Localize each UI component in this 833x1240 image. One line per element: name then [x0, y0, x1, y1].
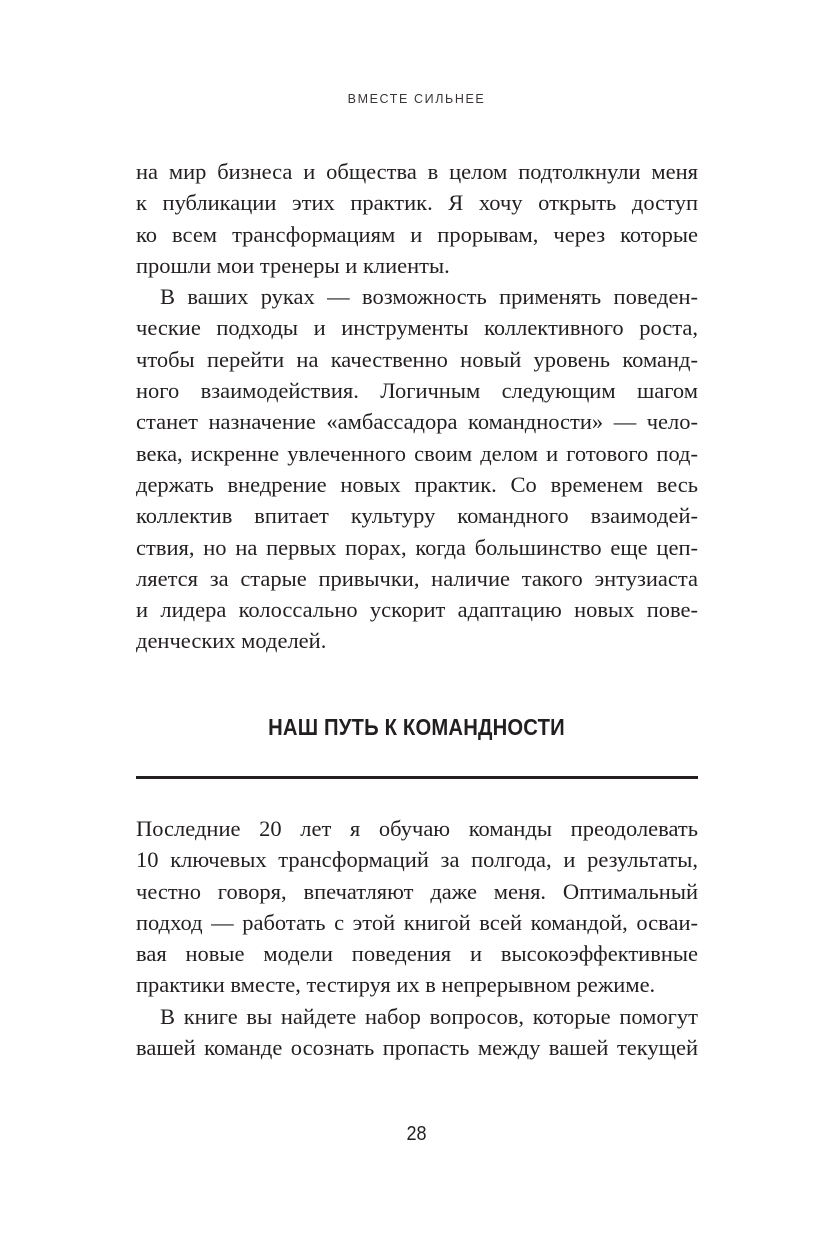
text-line: честно говоря, впечатляют даже меня. Оптимальный: [136, 878, 698, 904]
text-line: станет назначение «амбассадора командности» — чело-: [136, 409, 698, 435]
text-line: ного взаимодействия. Логичным следующим шагом: [136, 378, 698, 404]
text-line: денческих моделей.: [136, 628, 327, 654]
text-line: вашей команде осознать пропасть между вашей текущей: [136, 1035, 698, 1061]
text-line: на мир бизнеса и общества в целом подтолкнули меня: [136, 159, 698, 184]
text-line: и лидера колоссально ускорит адаптацию новых пове-: [136, 597, 698, 623]
text-line: подход — работать с этой книгой всей командой, осваи-: [136, 909, 698, 935]
page-number: 28: [406, 1123, 427, 1145]
text-line: практики вместе, тестируя их в непрерывном режиме.: [136, 972, 656, 998]
running-head: ВМЕСТЕ СИЛЬНЕЕ: [347, 92, 486, 106]
text-line: чтобы перейти на качественно новый уровень команд-: [136, 346, 698, 372]
text-line: вая новые модели поведения и высокоэффективные: [136, 941, 698, 967]
paragraph-first-line: В ваших руках — возможность применять поведен-: [160, 284, 698, 310]
text-line: коллектив впитает культуру командного взаимодей-: [136, 503, 698, 529]
text-line: века, искренне увлеченного своим делом и готового под-: [136, 440, 698, 466]
text-line: ческие подходы и инструменты коллективного роста,: [136, 315, 698, 341]
text-line: к публикации этих практик. Я хочу открыть доступ: [136, 190, 698, 216]
text-line: ствия, но на первых порах, когда большинство еще цеп-: [136, 534, 698, 560]
section-divider: [136, 776, 698, 779]
text-line: ляется за старые привычки, наличие такого энтузиаста: [136, 565, 698, 591]
text-line: 10 ключевых трансформаций за полгода, и результаты,: [136, 847, 698, 873]
text-line: держать внедрение новых практик. Со временем весь: [136, 471, 698, 497]
section-heading: НАШ ПУТЬ К КОМАНДНОСТИ: [268, 714, 565, 740]
text-line: прошли мои тренеры и клиенты.: [136, 252, 450, 278]
text-line: ко всем трансформациям и прорывам, через которые: [136, 221, 698, 247]
body-text-block: [136, 813, 698, 1063]
text-line: Последние 20 лет я обучаю команды преодолевать: [136, 816, 698, 841]
body-text-block: [136, 156, 698, 657]
paragraph-first-line: В книге вы найдете набор вопросов, которые помогут: [160, 1003, 698, 1029]
